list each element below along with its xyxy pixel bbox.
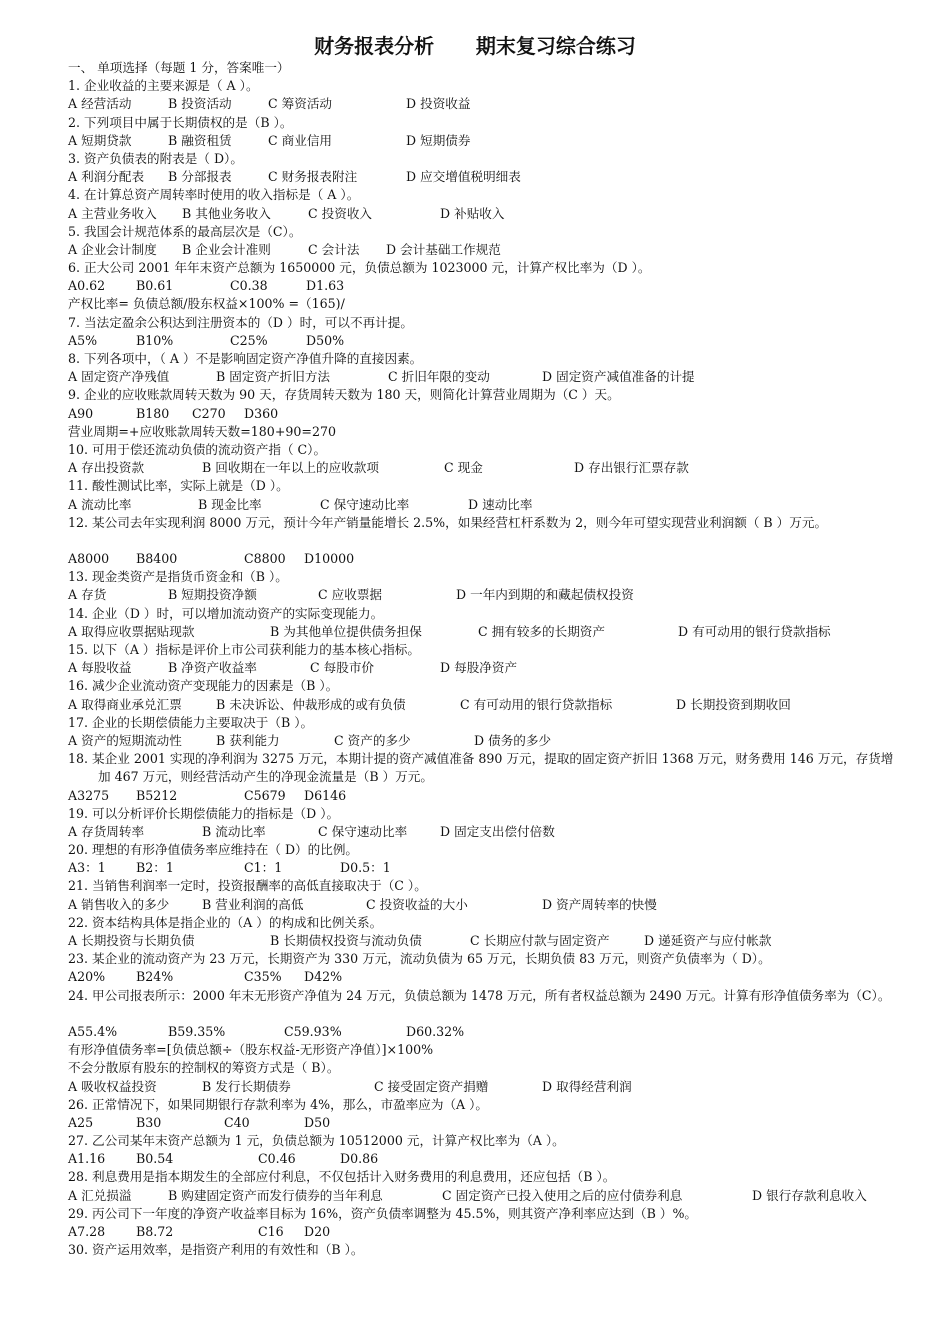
answer-option: C 资产的多少 (334, 732, 411, 748)
answer-option: D 递延资产与应付帐款 (644, 933, 772, 949)
answer-option: C40 (224, 1114, 250, 1130)
answer-option: D 投资收益 (406, 96, 471, 112)
answer-option: D20 (304, 1224, 331, 1240)
answer-options (68, 459, 896, 477)
answer-option: A 存货 (68, 587, 107, 603)
answer-option: C 应收票据 (318, 587, 383, 603)
answer-option: A1.16 (68, 1151, 106, 1167)
answer-option: C 有可动用的银行贷款指标 (460, 696, 613, 712)
question-text: 21. 当销售利润率一定时，投资报酬率的高低直接取决于（C ）。 (68, 878, 427, 894)
question-text: 28. 利息费用是指本期发生的全部应付利息，不仅包括计入财务费用的利息费用，还应包括（B ）。 (68, 1169, 616, 1185)
answer-option: D10000 (304, 551, 355, 567)
answer-option: B 获利能力 (216, 732, 280, 748)
answer-option: C8800 (244, 551, 286, 567)
answer-option: C 保守速动比率 (320, 496, 410, 512)
answer-option: A 每股收益 (68, 660, 132, 676)
answer-option: A 吸收权益投资 (68, 1078, 157, 1094)
answer-option: C 投资收益的大小 (366, 896, 468, 912)
answer-options (68, 1150, 896, 1168)
answer-option: C 拥有较多的长期资产 (478, 623, 605, 639)
question-text: 22. 资本结构具体是指企业的（A ）的构成和比例关系。 (68, 914, 383, 930)
answer-option: B 投资活动 (168, 96, 232, 112)
answer-option: D 短期债券 (406, 132, 471, 148)
answer-option: A25 (68, 1114, 94, 1130)
answer-option: C 会计法 (308, 241, 360, 257)
question-text: 26. 正常情况下，如果同期银行存款利率为 4%，那么，市盈率应为（A ）。 (68, 1096, 489, 1112)
answer-options (68, 405, 896, 423)
question-text: 30. 资产运用效率，是指资产利用的有效性和（B ）。 (68, 1242, 364, 1258)
answer-option: B180 (136, 405, 170, 421)
question-text: 4. 在计算总资产周转率时使用的收入指标是（ A ）。 (68, 187, 360, 203)
answer-option: D1.63 (306, 278, 345, 294)
answer-option: B 现金比率 (198, 496, 262, 512)
page-title: 财务报表分析 期末复习综合练习 (314, 34, 636, 58)
answer-options (68, 859, 896, 877)
question-text: 11. 酸性测试比率，实际上就是（D ）。 (68, 478, 289, 494)
answer-option: D 补贴收入 (440, 205, 505, 221)
answer-option: B 短期投资净额 (168, 587, 257, 603)
answer-options (68, 277, 896, 295)
question-text: 产权比率= 负债总额/股东权益×100% =（165)/ (68, 296, 345, 312)
answer-option: C35% (244, 969, 282, 985)
answer-option: B 企业会计准则 (182, 241, 271, 257)
answer-options (68, 205, 896, 223)
answer-option: C59.93% (284, 1023, 342, 1039)
answer-option: D 债务的多少 (474, 732, 552, 748)
answer-option: C1：1 (244, 860, 283, 876)
answer-option: D 存出银行汇票存款 (574, 460, 689, 476)
answer-option: A8000 (68, 551, 110, 567)
answer-option: D50 (304, 1114, 331, 1130)
answer-option: C5679 (244, 787, 286, 803)
question-text: 27. 乙公司某年末资产总额为 1 元，负债总额为 10512000 元，计算产权比率为（A ）。 (68, 1133, 565, 1149)
answer-option: B30 (136, 1114, 162, 1130)
question-text: 19. 可以分析评价长期偿债能力的指标是（D ）。 (68, 805, 340, 821)
answer-option: C 每股市价 (310, 660, 375, 676)
answer-options (68, 787, 896, 805)
question-text: 5. 我国会计规范体系的最高层次是（C）。 (68, 223, 302, 239)
answer-options (68, 1223, 896, 1241)
answer-options (68, 696, 896, 714)
question-text: 8. 下列各项中，（ A ）不是影响固定资产净值升降的直接因素。 (68, 351, 423, 366)
answer-option: B8400 (136, 551, 178, 567)
answer-options (68, 95, 896, 113)
answer-option: A3275 (68, 787, 110, 803)
answer-options (68, 241, 896, 259)
question-text: 6. 正大公司 2001 年年末资产总额为 1650000 元，负债总额为 1023000 元，计算产权比率为（D ）。 (68, 260, 651, 276)
answer-option: B 营业利润的高低 (202, 896, 304, 912)
answer-options (68, 1078, 896, 1096)
question-text: 14. 企业（D ）时，可以增加流动资产的实际变现能力。 (68, 605, 384, 621)
question-text: 18. 某企业 2001 实现的净利润为 3275 万元，本期计提的资产减值准备 890 万元，提取的固定资产折旧 1368 万元，财务费用 146 万元，存货增加 467 万元，则经营活动产生的净现金流量是（B ）万元。 (68, 751, 894, 785)
answer-option: D 每股净资产 (440, 660, 518, 676)
answer-option: A 主营业务收入 (68, 205, 157, 221)
question-text: 24. 甲公司报表所示：2000 年末无形资产净值为 24 万元，负债总额为 1478 万元，所有者权益总额为 2490 万元。计算有形净值债务率为（C）。 (68, 987, 891, 1003)
question-text: 7. 当法定盈余公积达到注册资本的（D ）时，可以不再计提。 (68, 314, 413, 330)
answer-option: C 现金 (444, 460, 483, 476)
question-text: 不会分散原有股东的控制权的筹资方式是（ B）。 (68, 1060, 340, 1076)
answer-options (68, 732, 896, 750)
answer-option: B8.72 (136, 1224, 174, 1240)
section-heading: 一、 单项选择（每题 1 分，答案唯一） (68, 60, 290, 75)
question-text: 2. 下列项目中属于长期债权的是（B ）。 (68, 114, 293, 130)
answer-options (68, 932, 896, 950)
answer-option: B 分部报表 (168, 169, 232, 185)
answer-option: A0.62 (68, 278, 106, 294)
answer-option: A20% (68, 969, 106, 985)
answer-option: C270 (192, 405, 226, 421)
answer-option: D50% (306, 332, 345, 348)
answer-option: B0.54 (136, 1151, 174, 1167)
question-text: 13. 现金类资产是指货币资金和（B ）。 (68, 569, 288, 585)
question-text: 12. 某公司去年实现利润 8000 万元，预计今年产销量能增长 2.5%，如果经营杠杆系数为 2，则今年可望实现营业利润额（ B ）万元。 (68, 514, 828, 530)
answer-option: A 企业会计制度 (68, 241, 157, 257)
answer-option: B 回收期在一年以上的应收款项 (202, 460, 379, 476)
answer-options (68, 623, 896, 641)
answer-option: C 固定资产已投入使用之后的应付债券利息 (442, 1187, 683, 1203)
answer-option: B59.35% (168, 1023, 226, 1039)
question-text: 20. 理想的有形净值债务率应维持在（ D）的比例。 (68, 842, 359, 858)
answer-option: A 长期投资与长期负债 (68, 933, 195, 949)
answer-option: D 取得经营利润 (542, 1078, 632, 1094)
answer-options (68, 132, 896, 150)
answer-option: A 存出投资款 (68, 460, 145, 476)
answer-option: A 经营活动 (68, 96, 132, 112)
answer-options (68, 1023, 896, 1041)
question-text: 15. 以下（A ）指标是评价上市公司获利能力的基本核心指标。 (68, 642, 420, 658)
answer-options (68, 332, 896, 350)
answer-option: C0.38 (230, 278, 268, 294)
answer-option: B 购建固定资产而发行债券的当年利息 (168, 1187, 383, 1203)
answer-option: D0.5：1 (340, 860, 391, 876)
answer-option: A3：1 (68, 860, 106, 876)
answer-option: C 筹资活动 (268, 96, 333, 112)
answer-option: A55.4% (68, 1023, 118, 1039)
answer-option: A7.28 (68, 1224, 106, 1240)
answer-options (68, 1114, 896, 1132)
question-text: 9. 企业的应收账款周转天数为 90 天，存货周转天数为 180 天，则简化计算营业周期为（C ）天。 (68, 387, 620, 403)
question-text: 23. 某企业的流动资产为 23 万元，长期资产为 330 万元，流动负债为 65 万元，长期负债 83 万元，则资产负债率为（ D）。 (68, 951, 771, 967)
answer-option: D6146 (304, 787, 347, 803)
question-text: 3. 资产负债表的附表是（ D）。 (68, 150, 243, 166)
answer-option: A 存货周转率 (68, 823, 145, 839)
answer-option: A5% (68, 332, 98, 348)
answer-option: D 银行存款利息收入 (752, 1187, 867, 1203)
answer-option: B 未决诉讼、仲裁形成的或有负债 (216, 696, 406, 712)
answer-option: C 折旧年限的变动 (388, 369, 490, 385)
answer-option: A 取得应收票据贴现款 (68, 623, 195, 639)
answer-option: C0.46 (258, 1151, 296, 1167)
answer-option: B 长期债权投资与流动负债 (270, 933, 422, 949)
answer-options (68, 823, 896, 841)
answer-option: A 短期贷款 (68, 132, 132, 148)
answer-option: B10% (136, 332, 174, 348)
question-text: 17. 企业的长期偿债能力主要取决于（B ）。 (68, 714, 314, 730)
question-text: 16. 减少企业流动资产变现能力的因素是（B ）。 (68, 678, 339, 694)
answer-option: B 发行长期债券 (202, 1078, 291, 1094)
answer-options (68, 368, 896, 386)
answer-option: B 固定资产折旧方法 (216, 369, 331, 385)
answer-option: D 有可动用的银行贷款指标 (678, 623, 831, 639)
answer-option: C 保守速动比率 (318, 823, 408, 839)
question-text: 营业周期=+应收账款周转天数=180+90=270 (68, 423, 336, 439)
answer-option: A 流动比率 (68, 496, 132, 512)
answer-option: D 资产周转率的快慢 (542, 896, 657, 912)
answer-option: A 销售收入的多少 (68, 896, 170, 912)
question-text: 1. 企业收益的主要来源是（ A ）。 (68, 78, 259, 94)
answer-option: C 投资收入 (308, 205, 373, 221)
answer-option: C 财务报表附注 (268, 169, 358, 185)
answer-options (68, 968, 896, 986)
question-text: 有形净值债务率=[负债总额÷（股东权益-无形资产净值）]×100% (68, 1042, 434, 1058)
answer-option: A 利润分配表 (68, 169, 145, 185)
question-text: 29. 丙公司下一年度的净资产收益率目标为 16%，资产负债率调整为 45.5%，则其资产净利率应达到（B ）%。 (68, 1205, 698, 1221)
answer-option: D 会计基础工作规范 (386, 241, 501, 257)
answer-option: B0.61 (136, 278, 174, 294)
answer-option: B 其他业务收入 (182, 205, 271, 221)
question-list (68, 59, 896, 1259)
answer-option: A 固定资产净残值 (68, 369, 170, 385)
answer-option: A90 (68, 405, 94, 421)
answer-option: C 商业信用 (268, 132, 333, 148)
answer-options (68, 659, 896, 677)
answer-option: B5212 (136, 787, 178, 803)
answer-option: D 一年内到期的和藏起债权投资 (456, 587, 634, 603)
answer-option: C25% (230, 332, 268, 348)
answer-option: D42% (304, 969, 343, 985)
answer-option: D0.86 (340, 1151, 379, 1167)
answer-options (68, 496, 896, 514)
answer-option: C16 (258, 1224, 284, 1240)
answer-option: B 净资产收益率 (168, 660, 257, 676)
answer-options (68, 586, 896, 604)
answer-options (68, 1187, 896, 1205)
answer-option: B 为其他单位提供债务担保 (270, 623, 422, 639)
answer-options (68, 550, 896, 568)
answer-option: C 长期应付款与固定资产 (470, 933, 610, 949)
answer-option: B 融资租赁 (168, 132, 232, 148)
answer-option: D 固定支出偿付倍数 (440, 823, 555, 839)
answer-option: C 接受固定资产捐赠 (374, 1078, 489, 1094)
answer-option: D 速动比率 (468, 496, 533, 512)
answer-option: A 汇兑损溢 (68, 1187, 132, 1203)
answer-option: A 资产的短期流动性 (68, 732, 182, 748)
answer-option: A 取得商业承兑汇票 (68, 696, 182, 712)
answer-options (68, 896, 896, 914)
answer-option: B24% (136, 969, 174, 985)
answer-option: B2：1 (136, 860, 174, 876)
answer-options (68, 168, 896, 186)
answer-option: D60.32% (406, 1023, 465, 1039)
answer-option: B 流动比率 (202, 823, 266, 839)
answer-option: D 应交增值税明细表 (406, 169, 521, 185)
answer-option: D360 (244, 405, 279, 421)
question-text: 10. 可用于偿还流动负债的流动资产指（ C）。 (68, 441, 327, 457)
answer-option: D 长期投资到期收回 (676, 696, 791, 712)
answer-option: D 固定资产减值准备的计提 (542, 369, 695, 385)
